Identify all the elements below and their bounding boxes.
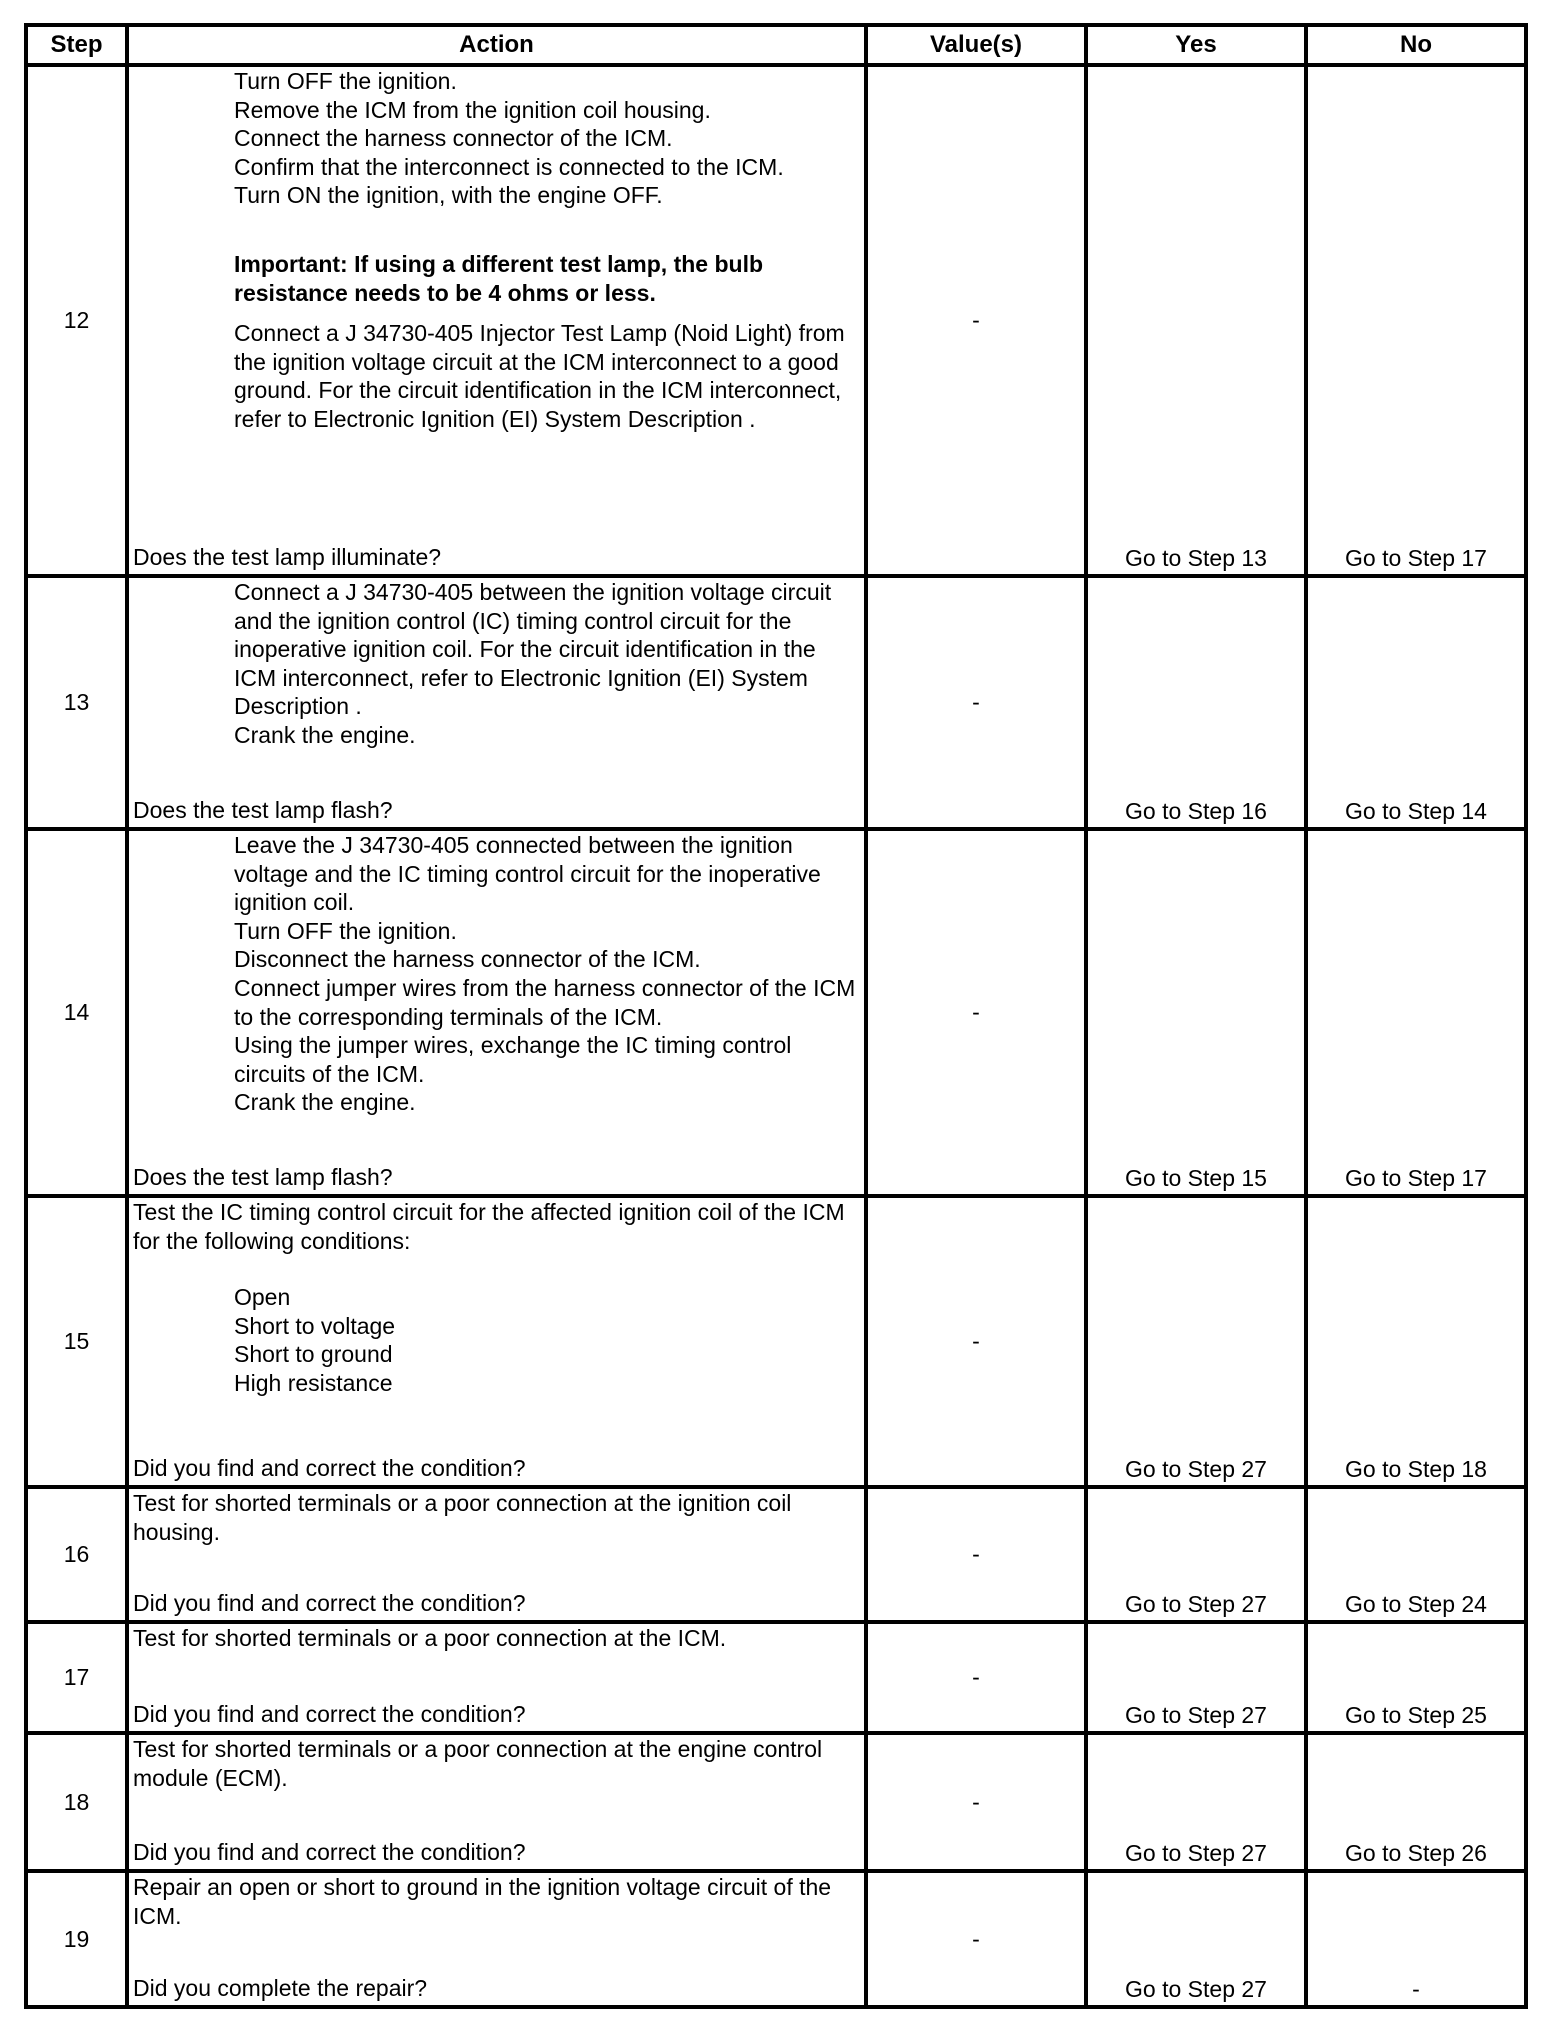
- instruction-paragraph: Connect a J 34730-405 Injector Test Lamp (Noid Light) from the ignition voltage circuit at the ICM interconnect to a good ground. For the circuit identification in the ICM interconnect, refer to Electronic Ignition (EI) System Description .: [234, 320, 845, 432]
- instruction: Disconnect the harness connector of the ICM.: [234, 946, 701, 973]
- header-action: Action: [127, 25, 866, 65]
- condition-item: High resistance: [234, 1369, 393, 1396]
- question: Did you find and correct the condition?: [133, 1455, 526, 1482]
- action-cell: [127, 1196, 866, 1487]
- table-row: [26, 576, 1526, 829]
- instruction-lead: Test for shorted terminals or a poor connection at the engine control module (ECM).: [133, 1736, 823, 1791]
- instruction: Confirm that the interconnect is connected to the ICM.: [234, 153, 784, 180]
- yes-link[interactable]: Go to Step 27: [1086, 1487, 1306, 1622]
- header-row: [26, 25, 1526, 65]
- value-cell: -: [866, 1487, 1086, 1622]
- instruction-lead: Repair an open or short to ground in the ignition voltage circuit of the ICM.: [133, 1874, 832, 1929]
- instruction: Using the jumper wires, exchange the IC timing control circuits of the ICM.: [234, 1032, 792, 1087]
- yes-link[interactable]: Go to Step 16: [1086, 576, 1306, 829]
- action-cell: [127, 829, 866, 1196]
- table-row: [26, 1487, 1526, 1622]
- step-number: 15: [26, 1196, 127, 1487]
- instruction: Crank the engine.: [234, 721, 416, 748]
- no-link[interactable]: Go to Step 18: [1306, 1196, 1526, 1487]
- instruction-list: [133, 67, 860, 210]
- instruction-list: [133, 831, 860, 1117]
- question: Does the test lamp flash?: [133, 1164, 393, 1191]
- question: Did you find and correct the condition?: [133, 1839, 526, 1866]
- condition-list: [133, 1283, 860, 1397]
- action-cell: [127, 1622, 866, 1733]
- instruction: Crank the engine.: [234, 1089, 416, 1116]
- question: Does the test lamp flash?: [133, 797, 393, 824]
- instruction: Connect jumper wires from the harness connector of the ICM to the corresponding terminals of the ICM.: [234, 974, 856, 1030]
- step-number: 13: [26, 576, 127, 829]
- step-number: 16: [26, 1487, 127, 1622]
- value-cell: -: [866, 1622, 1086, 1733]
- condition-item: Short to ground: [234, 1341, 393, 1368]
- no-link[interactable]: Go to Step 17: [1306, 829, 1526, 1196]
- table-row: [26, 1733, 1526, 1871]
- yes-link[interactable]: Go to Step 27: [1086, 1196, 1306, 1487]
- important-note: Important: If using a different test lamp, the bulb resistance needs to be 4 ohms or less.: [234, 250, 764, 306]
- yes-link[interactable]: Go to Step 13: [1086, 65, 1306, 576]
- header-yes: Yes: [1086, 25, 1306, 65]
- no-link[interactable]: Go to Step 26: [1306, 1733, 1526, 1871]
- question: Did you find and correct the condition?: [133, 1701, 526, 1728]
- table-row: [26, 1622, 1526, 1733]
- step-number: 18: [26, 1733, 127, 1871]
- yes-link[interactable]: Go to Step 27: [1086, 1733, 1306, 1871]
- table-row: [26, 65, 1526, 576]
- question: Did you complete the repair?: [133, 1975, 428, 2002]
- question: Does the test lamp illuminate?: [133, 544, 442, 571]
- no-link[interactable]: Go to Step 17: [1306, 65, 1526, 576]
- instruction: Turn ON the ignition, with the engine OFF.: [234, 182, 663, 209]
- yes-link[interactable]: Go to Step 15: [1086, 829, 1306, 1196]
- header-step: Step: [26, 25, 127, 65]
- instruction-lead: Test for shorted terminals or a poor connection at the ICM.: [133, 1625, 727, 1651]
- question: Did you find and correct the condition?: [133, 1590, 526, 1617]
- instruction: Turn OFF the ignition.: [234, 917, 457, 944]
- table-row: [26, 1196, 1526, 1487]
- step-number: 19: [26, 1871, 127, 2007]
- instruction: Leave the J 34730-405 connected between the ignition voltage and the IC timing control circuit for the inoperative ignition coil.: [234, 832, 821, 916]
- step-number: 12: [26, 65, 127, 576]
- table-row: [26, 1871, 1526, 2007]
- no-link[interactable]: Go to Step 25: [1306, 1622, 1526, 1733]
- value-cell: -: [866, 65, 1086, 576]
- value-cell: -: [866, 1733, 1086, 1871]
- condition-item: Open: [234, 1284, 291, 1311]
- action-cell: [127, 65, 866, 576]
- instruction: Remove the ICM from the ignition coil housing.: [234, 96, 711, 123]
- header-no: No: [1306, 25, 1526, 65]
- action-cell: [127, 1871, 866, 2007]
- condition-item: Short to voltage: [234, 1312, 396, 1339]
- step-number: 14: [26, 829, 127, 1196]
- header-values: Value(s): [866, 25, 1086, 65]
- no-value: -: [1306, 1871, 1526, 2007]
- yes-link[interactable]: Go to Step 27: [1086, 1871, 1306, 2007]
- action-cell: [127, 576, 866, 829]
- yes-link[interactable]: Go to Step 27: [1086, 1622, 1306, 1733]
- no-link[interactable]: Go to Step 24: [1306, 1487, 1526, 1622]
- diagnostic-table: [24, 23, 1528, 2009]
- value-cell: -: [866, 829, 1086, 1196]
- instruction: Connect the harness connector of the ICM.: [234, 125, 673, 152]
- value-cell: -: [866, 1196, 1086, 1487]
- instruction: Connect a J 34730-405 between the ignition voltage circuit and the ignition control (IC) timing control circuit for the inoperative ignition coil. For the circuit identification in the ICM interconnect, refer to Electronic Ignition (EI) System Description .: [234, 579, 832, 720]
- action-cell: [127, 1487, 866, 1622]
- step-number: 17: [26, 1622, 127, 1733]
- no-link[interactable]: Go to Step 14: [1306, 576, 1526, 829]
- instruction-lead: Test the IC timing control circuit for the affected ignition coil of the ICM for the following conditions:: [133, 1199, 845, 1254]
- action-cell: [127, 1733, 866, 1871]
- value-cell: -: [866, 1871, 1086, 2007]
- instruction-lead: Test for shorted terminals or a poor connection at the ignition coil housing.: [133, 1490, 792, 1545]
- instruction-list: [133, 578, 860, 750]
- instruction: Turn OFF the ignition.: [234, 68, 457, 94]
- table-row: [26, 829, 1526, 1196]
- value-cell: -: [866, 576, 1086, 829]
